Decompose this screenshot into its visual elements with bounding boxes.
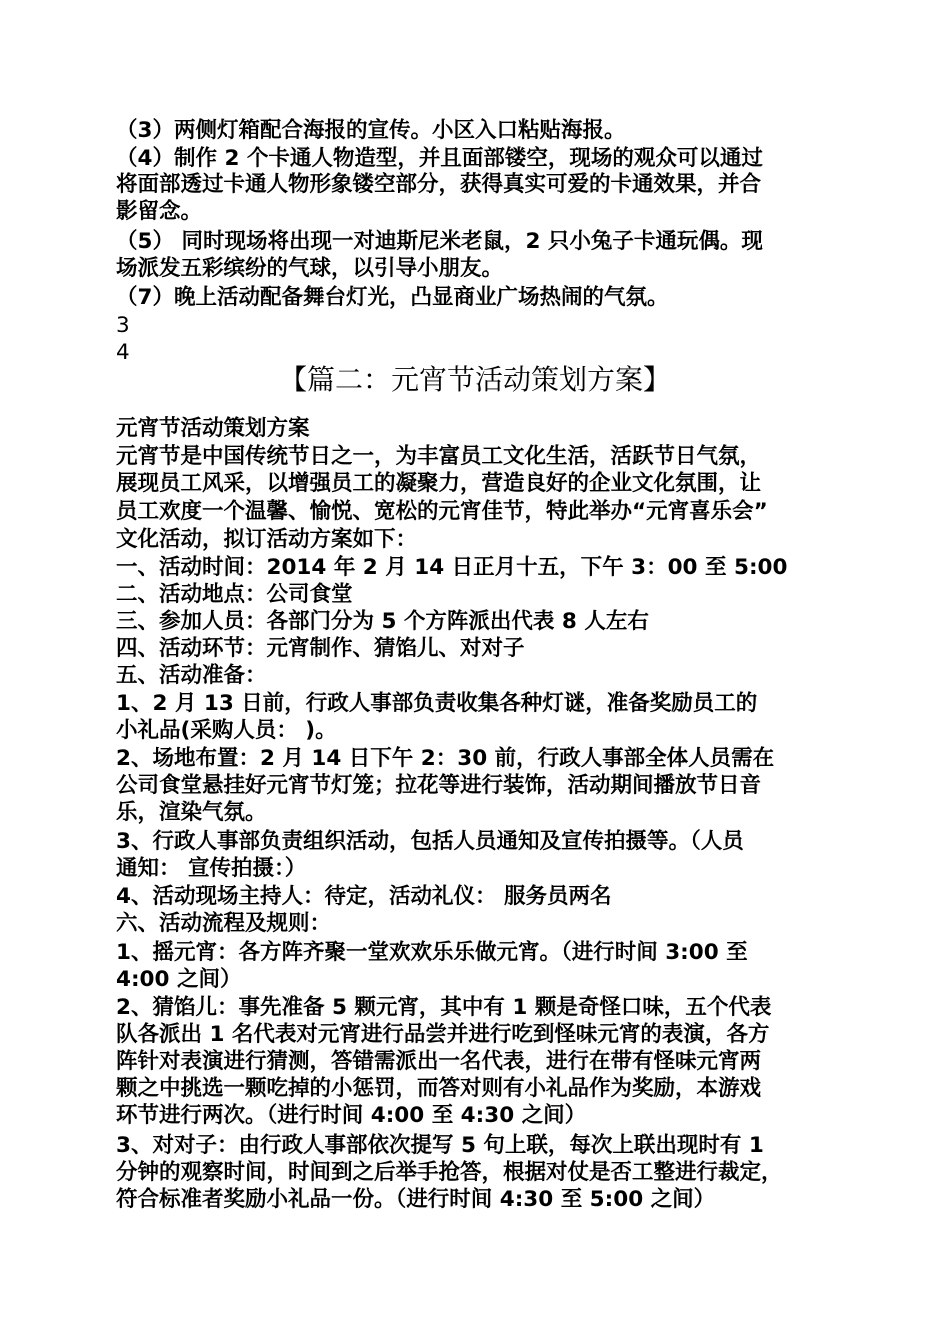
text-line: 颗之中挑选一颗吃掉的小惩罚，而答对则有小礼品作为奖励，本游戏 [116,1076,762,1101]
text-line: 乐，渲染气氛。 [116,800,267,825]
text-line: 员工欢度一个温馨、愉悦、宽松的元宵佳节，特此举办“元宵喜乐会” [116,499,768,524]
text-line: 分钟的观察时间，时间到之后举手抢答，根据对仗是否工整进行裁定， [116,1160,783,1185]
section-heading: 【篇二：元宵节活动策划方案】 [278,363,671,396]
page-number: 4 [116,340,130,365]
text-line: 1、2 月 13 日前，行政人事部负责收集各种灯谜，准备奖励员工的 [116,691,758,716]
text-line: （5） 同时现场将出现一对迪斯尼米老鼠，2 只小兔子卡通玩偶。现 [116,229,763,254]
text-line: 2、场地布置：2 月 14 日下午 2：30 前，行政人事部全体人员需在 [116,746,775,771]
text-line: 小礼品(采购人员： )。 [116,718,337,743]
text-line: 公司食堂悬挂好元宵节灯笼；拉花等进行装饰，活动期间播放节日音 [116,773,762,798]
text-line: 环节进行两次。（进行时间 4:00 至 4:30 之间） [116,1103,587,1128]
text-line: 1、摇元宵：各方阵齐聚一堂欢欢乐乐做元宵。（进行时间 3:00 至 [116,940,748,965]
text-line: 四、活动环节：元宵制作、猜馅儿、对对子 [116,636,525,661]
page-number: 3 [116,313,130,338]
text-line: 4、活动现场主持人：待定，活动礼仪： 服务员两名 [116,884,612,909]
text-line: 三、参加人员：各部门分为 5 个方阵派出代表 8 人左右 [116,609,649,634]
text-line: 阵针对表演进行猜测，答错需派出一名代表，进行在带有怪味元宵两 [116,1049,762,1074]
text-line: 队各派出 1 名代表对元宵进行品尝并进行吃到怪味元宵的表演，各方 [116,1022,770,1047]
text-line: （4）制作 2 个卡通人物造型，并且面部镂空，现场的观众可以通过 [116,146,763,171]
text-line: 通知： 宣传拍摄：） [116,856,307,881]
text-line: 4:00 之间） [116,967,242,992]
text-line: 影留念。 [116,199,203,224]
text-line: 一、活动时间：2014 年 2 月 14 日正月十五，下午 3：00 至 5:00 [116,555,788,580]
text-line: 3、行政人事部负责组织活动，包括人员通知及宣传拍摄等。（人员 [116,829,744,854]
text-line: 六、活动流程及规则： [116,911,332,936]
text-line: 二、活动地点：公司食堂 [116,582,353,607]
text-line: 文化活动，拟订活动方案如下： [116,527,418,552]
text-line: 五、活动准备： [116,663,267,688]
text-line: 元宵节活动策划方案 [116,416,310,441]
text-line: 展现员工风采，以增强员工的凝聚力，营造良好的企业文化氛围，让 [116,471,762,496]
text-line: 场派发五彩缤纷的气球，以引导小朋友。 [116,256,504,281]
text-line: （3）两侧灯箱配合海报的宣传。小区入口粘贴海报。 [116,118,626,143]
text-line: 元宵节是中国传统节日之一，为丰富员工文化生活，活跃节日气氛， [116,444,762,469]
text-line: 3、对对子：由行政人事部依次提写 5 句上联，每次上联出现时有 1 [116,1133,764,1158]
text-line: 符合标准者奖励小礼品一份。（进行时间 4:30 至 5:00 之间） [116,1187,716,1212]
text-line: 2、猜馅儿：事先准备 5 颗元宵，其中有 1 颗是奇怪口味，五个代表 [116,995,772,1020]
text-line: （7）晚上活动配备舞台灯光，凸显商业广场热闹的气氛。 [116,285,669,310]
text-line: 将面部透过卡通人物形象镂空部分，获得真实可爱的卡通效果，并合 [116,172,762,197]
